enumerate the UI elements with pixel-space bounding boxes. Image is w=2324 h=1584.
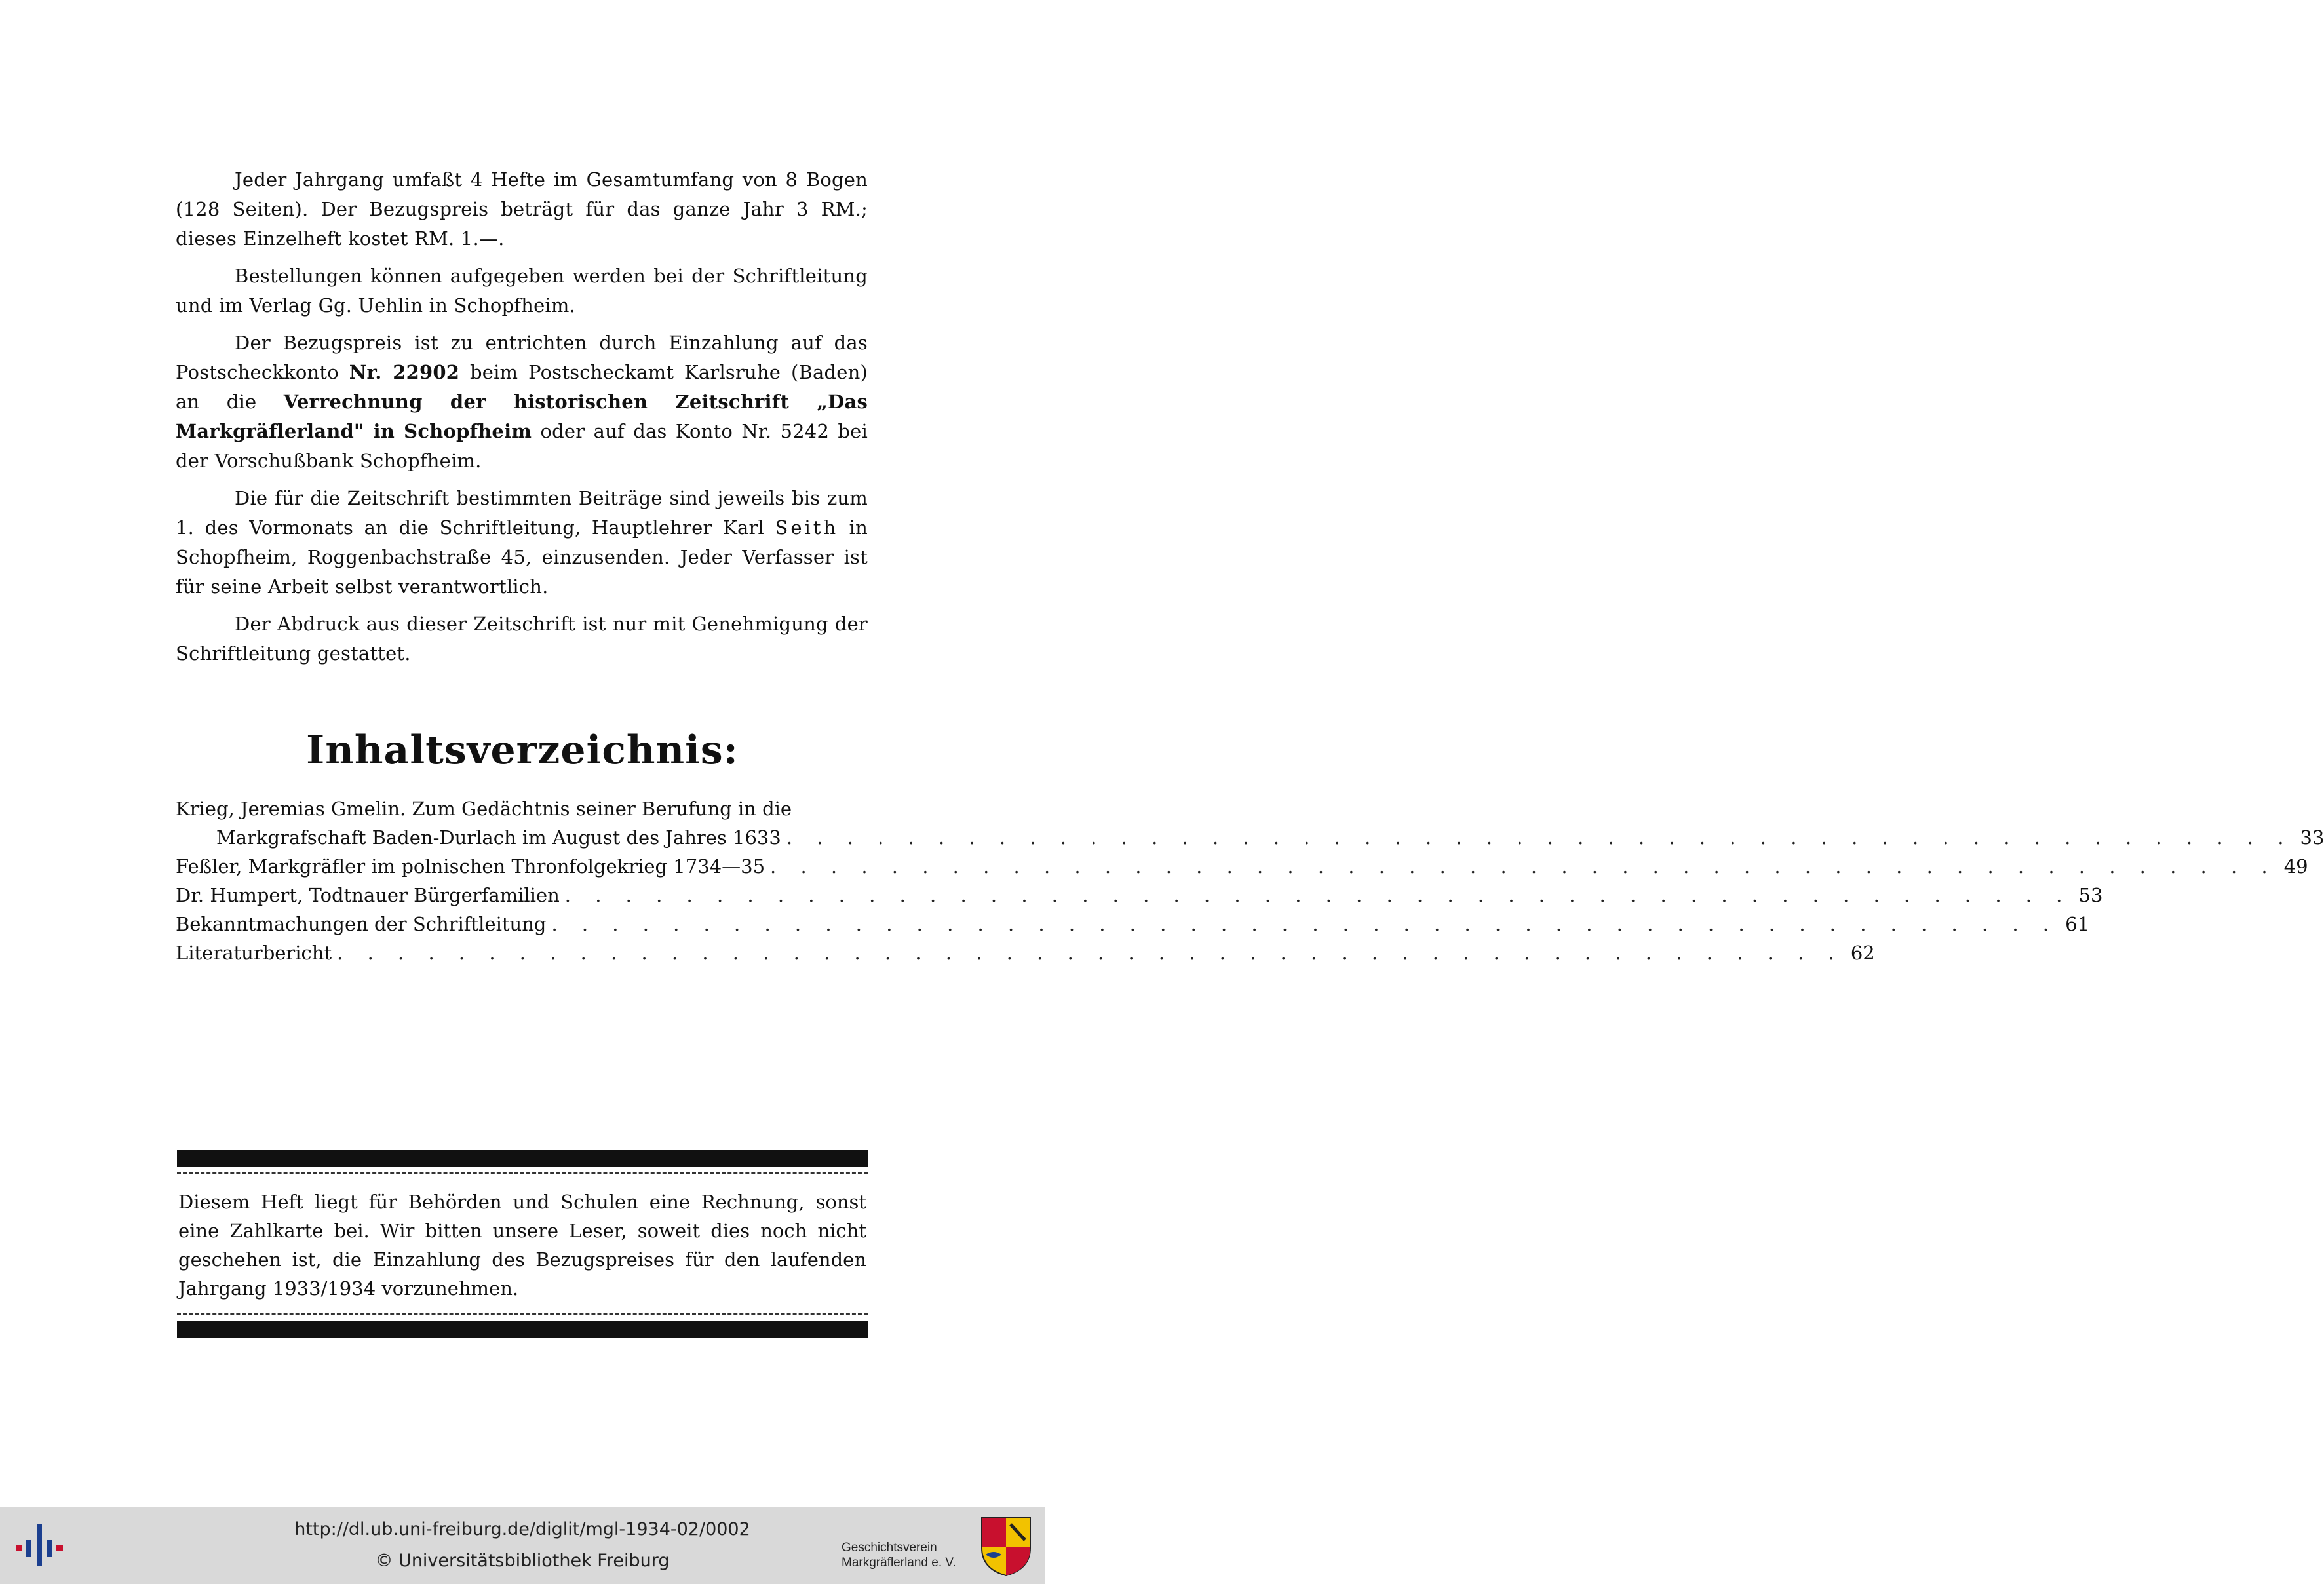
- toc-title: Bekanntmachungen der Schriftleitung: [176, 913, 547, 935]
- toc-entry-1-line1: [176, 794, 868, 823]
- toc-leader-dots: . . . . . . . . . . . . . . . . . . . . . . . . . . . . . . . . . . . . . . . . . . . . . . . . . .: [564, 884, 2072, 906]
- decorative-bar-bottom: [177, 1321, 868, 1338]
- toc-title: Markgrafschaft Baden-Durlach im August des Jahres 1633: [216, 826, 781, 849]
- paragraph-volume-info: Jeder Jahrgang umfaßt 4 Hefte im Gesamtumfang von 8 Bogen (128 Seiten). Der Bezugspreis beträgt für das ganze Jahr 3 RM.; dieses Einzelheft kostet RM. 1.—.: [176, 168, 868, 250]
- subscription-info: [176, 165, 868, 676]
- payment-text-3: oder auf das Konto Nr. 5242 bei der Vorschußbank Schopfheim.: [176, 420, 868, 472]
- toc-leader-dots: . . . . . . . . . . . . . . . . . . . . . . . . . . . . . . . . . . . . . . . . . . . . . . . . . .: [551, 913, 2059, 935]
- decorative-bar-top: [177, 1150, 868, 1167]
- copyright-notice: © Universitätsbibliothek Freiburg: [375, 1551, 670, 1571]
- payment-text-2: beim Postscheckamt Karlsruhe (Baden) an die: [176, 361, 868, 413]
- table-of-contents: [176, 794, 2324, 967]
- coat-of-arms-icon: [979, 1515, 1033, 1577]
- toc-title: Krieg, Jeremias Gmelin. Zum Gedächtnis seiner Berufung in die: [176, 798, 792, 820]
- decorative-dash-bottom: [177, 1313, 868, 1315]
- payment-notice-box: [177, 1150, 868, 1338]
- paragraph-orders: Bestellungen können aufgegeben werden bei der Schriftleitung und im Verlag Gg. Uehlin in Schopfheim.: [176, 265, 868, 317]
- paragraph-reprint: Der Abdruck aus dieser Zeitschrift ist nur mit Genehmigung der Schriftleitung gestattet.: [176, 613, 868, 665]
- toc-page-number: 62: [1850, 942, 1875, 964]
- society-name: [842, 1540, 973, 1570]
- toc-leader-dots: . . . . . . . . . . . . . . . . . . . . . . . . . . . . . . . . . . . . . . . . . . . . . . . . . .: [337, 942, 1844, 964]
- toc-page-number: 49: [2283, 855, 2308, 878]
- paragraph-contributions: [176, 484, 868, 602]
- society-name-line1: Geschichtsverein: [842, 1541, 937, 1555]
- payee-name: Verrechnung der historischen Zeitschrift „Das Markgräflerland" in Schopfheim: [176, 391, 868, 442]
- toc-title: Dr. Humpert, Todtnauer Bürgerfamilien: [176, 884, 560, 906]
- decorative-dash-top: [177, 1172, 868, 1174]
- toc-heading: Inhaltsverzeichnis:: [306, 727, 739, 773]
- toc-leader-dots: . . . . . . . . . . . . . . . . . . . . . . . . . . . . . . . . . . . . . . . . . . . . . . . . . .: [770, 855, 2277, 878]
- toc-leader-dots: . . . . . . . . . . . . . . . . . . . . . . . . . . . . . . . . . . . . . . . . . . . . . . . . . .: [786, 826, 2293, 849]
- viewer-footer: [0, 1507, 1045, 1584]
- toc-entry-2: [176, 852, 2308, 881]
- toc-page-number: 33: [2300, 826, 2324, 849]
- toc-entry-5: [176, 938, 1875, 967]
- payment-notice-text: Diesem Heft liegt für Behörden und Schulen eine Rechnung, sonst eine Zahlkarte bei. Wir bitten unsere Leser, soweit dies noch nicht geschehen ist, die Einzahlung des Bezugspreises für den laufenden Jahrgang 1933/1934 vorzunehmen.: [178, 1191, 866, 1300]
- editor-name: Seith: [775, 516, 839, 539]
- society-name-line2: Markgräflerland e. V.: [842, 1556, 956, 1570]
- toc-entry-3: [176, 881, 2103, 910]
- toc-page-number: 53: [2078, 884, 2103, 906]
- toc-page-number: 61: [2065, 913, 2090, 935]
- payment-text-1: Der Bezugspreis ist zu entrichten durch Einzahlung auf das Postscheckkonto: [176, 332, 868, 383]
- permalink-url[interactable]: http://dl.ub.uni-freiburg.de/diglit/mgl-1934-02/0002: [294, 1519, 750, 1539]
- contrib-text-2: in Schopfheim, Roggenbachstraße 45, einzusenden. Jeder Verfasser ist für seine Arbeit selbst verantwortlich.: [176, 516, 868, 598]
- paragraph-payment: [176, 328, 868, 476]
- toc-entry-4: [176, 910, 2090, 938]
- contrib-text-1: Die für die Zeitschrift bestimmten Beiträge sind jeweils bis zum 1. des Vormonats an die Schriftleitung, Hauptlehrer Karl: [176, 487, 868, 539]
- toc-entry-1-line2: [176, 823, 2324, 852]
- account-number: Nr. 22902: [349, 361, 460, 383]
- toc-title: Literaturbericht: [176, 942, 332, 964]
- toc-title: Feßler, Markgräfler im polnischen Thronfolgekrieg 1734—35: [176, 855, 765, 878]
